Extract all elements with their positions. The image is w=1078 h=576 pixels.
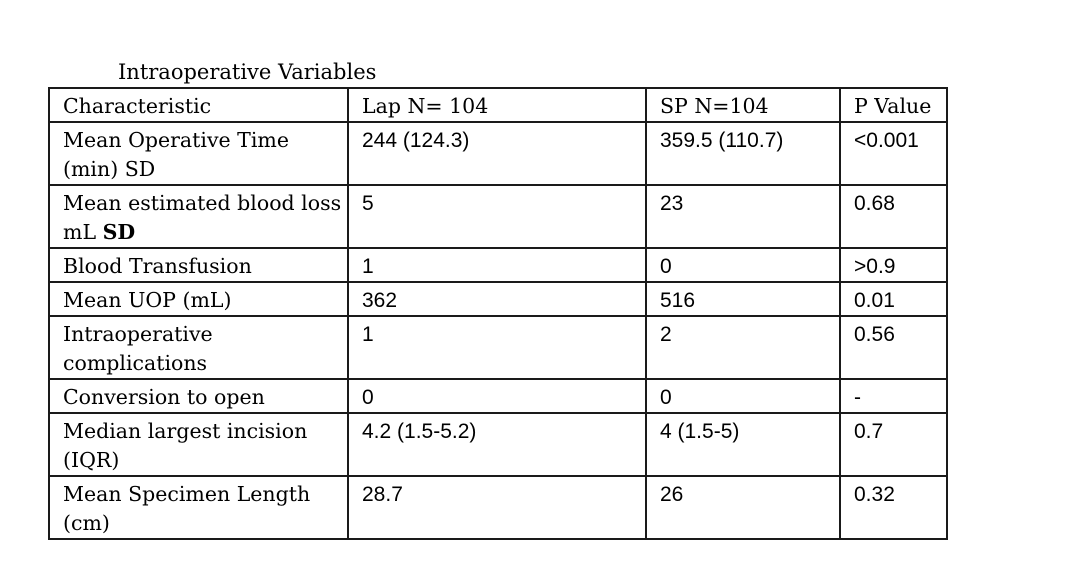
table-row (49, 379, 947, 413)
column-header-p-value: P Value (840, 88, 947, 122)
row-label (49, 248, 348, 282)
row-label-text: Mean UOP (mL) (63, 288, 232, 312)
table-row (49, 282, 947, 316)
sp-value: 0 (646, 379, 840, 413)
lap-value: 0 (348, 379, 646, 413)
row-label-bold-text: SD (102, 220, 136, 244)
p-value: 0.01 (840, 282, 947, 316)
table-row (49, 122, 947, 185)
row-label-text: Mean estimated blood loss mL (63, 191, 342, 244)
p-value: <0.001 (840, 122, 947, 185)
lap-value: 28.7 (348, 476, 646, 539)
row-label (49, 185, 348, 248)
table-row (49, 316, 947, 379)
lap-value: 1 (348, 248, 646, 282)
header-row (49, 88, 947, 122)
sp-value: 26 (646, 476, 840, 539)
column-header-sp: SP N=104 (646, 88, 840, 122)
row-label (49, 379, 348, 413)
column-header-characteristic: Characteristic (49, 88, 348, 122)
row-label-text: Blood Transfusion (63, 254, 252, 278)
lap-value: 1 (348, 316, 646, 379)
p-value: 0.32 (840, 476, 947, 539)
p-value: 0.7 (840, 413, 947, 476)
row-label-text: Mean Operative Time (min) SD (63, 128, 289, 181)
row-label (49, 413, 348, 476)
sp-value: 516 (646, 282, 840, 316)
lap-value: 5 (348, 185, 646, 248)
column-header-lap: Lap N= 104 (348, 88, 646, 122)
sp-value: 359.5 (110.7) (646, 122, 840, 185)
p-value: 0.56 (840, 316, 947, 379)
table-title: Intraoperative Variables (118, 60, 377, 84)
lap-value: 244 (124.3) (348, 122, 646, 185)
sp-value: 23 (646, 185, 840, 248)
table-row (49, 248, 947, 282)
p-value: - (840, 379, 947, 413)
lap-value: 4.2 (1.5-5.2) (348, 413, 646, 476)
table-row (49, 476, 947, 539)
table-row (49, 413, 947, 476)
row-label-text: Mean Specimen Length (cm) (63, 482, 311, 535)
row-label-text: Conversion to open (63, 385, 265, 409)
p-value: >0.9 (840, 248, 947, 282)
row-label (49, 122, 348, 185)
p-value: 0.68 (840, 185, 947, 248)
table-row (49, 185, 947, 248)
row-label (49, 316, 348, 379)
sp-value: 0 (646, 248, 840, 282)
row-label (49, 476, 348, 539)
intraoperative-variables-table (48, 87, 948, 540)
sp-value: 2 (646, 316, 840, 379)
sp-value: 4 (1.5-5) (646, 413, 840, 476)
row-label (49, 282, 348, 316)
row-label-text: Intraoperative complications (63, 322, 213, 375)
row-label-text: Median largest incision (IQR) (63, 419, 308, 472)
lap-value: 362 (348, 282, 646, 316)
